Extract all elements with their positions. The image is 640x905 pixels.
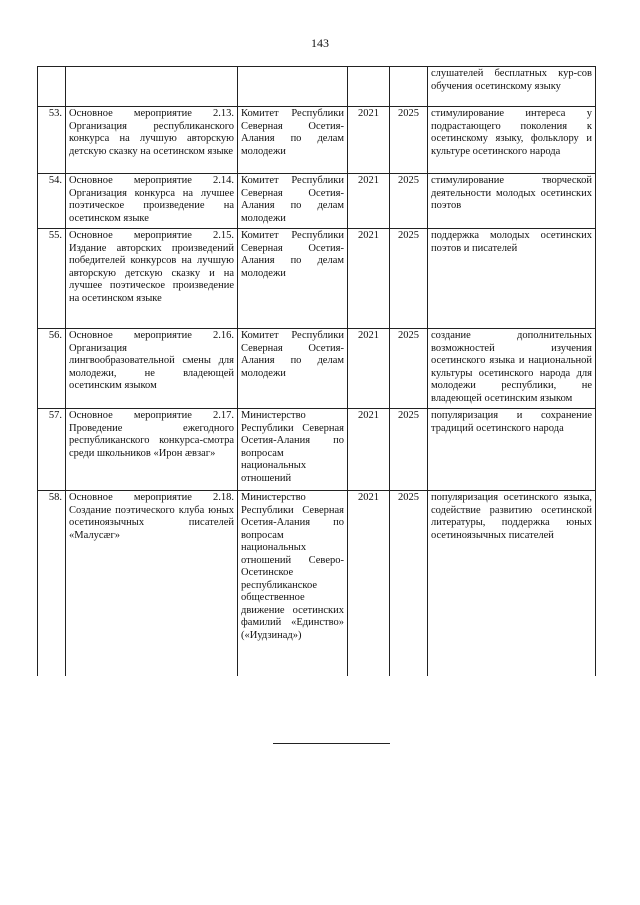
executor-cell: Комитет Республики Северная Осетия-Алания по делам молодежи [238, 329, 348, 409]
start-year-cell: 2021 [348, 229, 390, 329]
executor-cell: Комитет Республики Северная Осетия-Алания по делам молодежи [238, 229, 348, 329]
activity-cell [66, 67, 238, 107]
row-number [38, 67, 66, 107]
row-number: 53. [38, 107, 66, 174]
result-cell: слушателей бесплатных кур-сов обучения осетинскому языку [428, 67, 596, 107]
end-year-cell [390, 67, 428, 107]
start-year-cell [348, 67, 390, 107]
page-number: 143 [311, 36, 329, 50]
table-row [38, 409, 596, 491]
end-year-cell: 2025 [390, 409, 428, 491]
activity-cell: Основное мероприятие 2.17. Проведение ежегодного республиканского конкурса-смотра среди школьников «Ирон æвзаг» [66, 409, 238, 491]
end-year-cell: 2025 [390, 174, 428, 229]
start-year-cell: 2021 [348, 491, 390, 676]
table-row [38, 229, 596, 329]
executor-cell [238, 67, 348, 107]
activity-cell: Основное мероприятие 2.16. Организация лингвообразовательной смены для молодежи, не владеющей осетинским языком [66, 329, 238, 409]
executor-cell: Министерство Республики Северная Осетия-Алания по вопросам национальных отношений [238, 409, 348, 491]
result-cell: стимулирование интереса у подрастающего поколения к осетинскому языку, фольклору и культуре осетинского народа [428, 107, 596, 174]
executor-cell: Комитет Республики Северная Осетия-Алания по делам молодежи [238, 174, 348, 229]
start-year-cell: 2021 [348, 409, 390, 491]
footer-divider [273, 743, 390, 744]
end-year-cell: 2025 [390, 491, 428, 676]
executor-cell: Комитет Республики Северная Осетия-Алания по делам молодежи [238, 107, 348, 174]
row-number: 58. [38, 491, 66, 676]
result-cell: поддержка молодых осетинских поэтов и писателей [428, 229, 596, 329]
result-cell: создание дополнительных возможностей изучения осетинского языка и национальной культуры осетинского народа для молодежи республики, не владеющей осетинским языком [428, 329, 596, 409]
table-row [38, 491, 596, 676]
row-number: 56. [38, 329, 66, 409]
table-row [38, 67, 596, 107]
start-year-cell: 2021 [348, 107, 390, 174]
row-number: 54. [38, 174, 66, 229]
result-cell: популяризация и сохранение традиций осетинского народа [428, 409, 596, 491]
end-year-cell: 2025 [390, 329, 428, 409]
start-year-cell: 2021 [348, 174, 390, 229]
executor-cell: Министерство Республики Северная Осетия-Алания по вопросам национальных отношений Северо-Осетинское республиканское общественное движение осетинских фамилий «Единство» («Иудзинад») [238, 491, 348, 676]
table-row [38, 174, 596, 229]
table-row [38, 329, 596, 409]
activities-table [37, 66, 596, 676]
result-cell: популяризация осетинского языка, содействие развитию осетинской литературы, поддержка юных осетиноязычных писателей [428, 491, 596, 676]
end-year-cell: 2025 [390, 229, 428, 329]
table-row [38, 107, 596, 174]
row-number: 55. [38, 229, 66, 329]
activity-cell: Основное мероприятие 2.14. Организация конкурса на лучшее поэтическое произведение на осетинском языке [66, 174, 238, 229]
activity-cell: Основное мероприятие 2.13. Организация республиканского конкурса на лучшую авторскую детскую сказку на осетинском языке [66, 107, 238, 174]
activity-cell: Основное мероприятие 2.15. Издание авторских произведений победителей конкурсов на лучшую авторскую детскую сказку и на лучшее поэтическое произведение на осетинском языке [66, 229, 238, 329]
end-year-cell: 2025 [390, 107, 428, 174]
start-year-cell: 2021 [348, 329, 390, 409]
row-number: 57. [38, 409, 66, 491]
result-cell: стимулирование творческой деятельности молодых осетинских поэтов [428, 174, 596, 229]
activity-cell: Основное мероприятие 2.18. Создание поэтического клуба юных осетиноязычных писателей «Малусæг» [66, 491, 238, 676]
